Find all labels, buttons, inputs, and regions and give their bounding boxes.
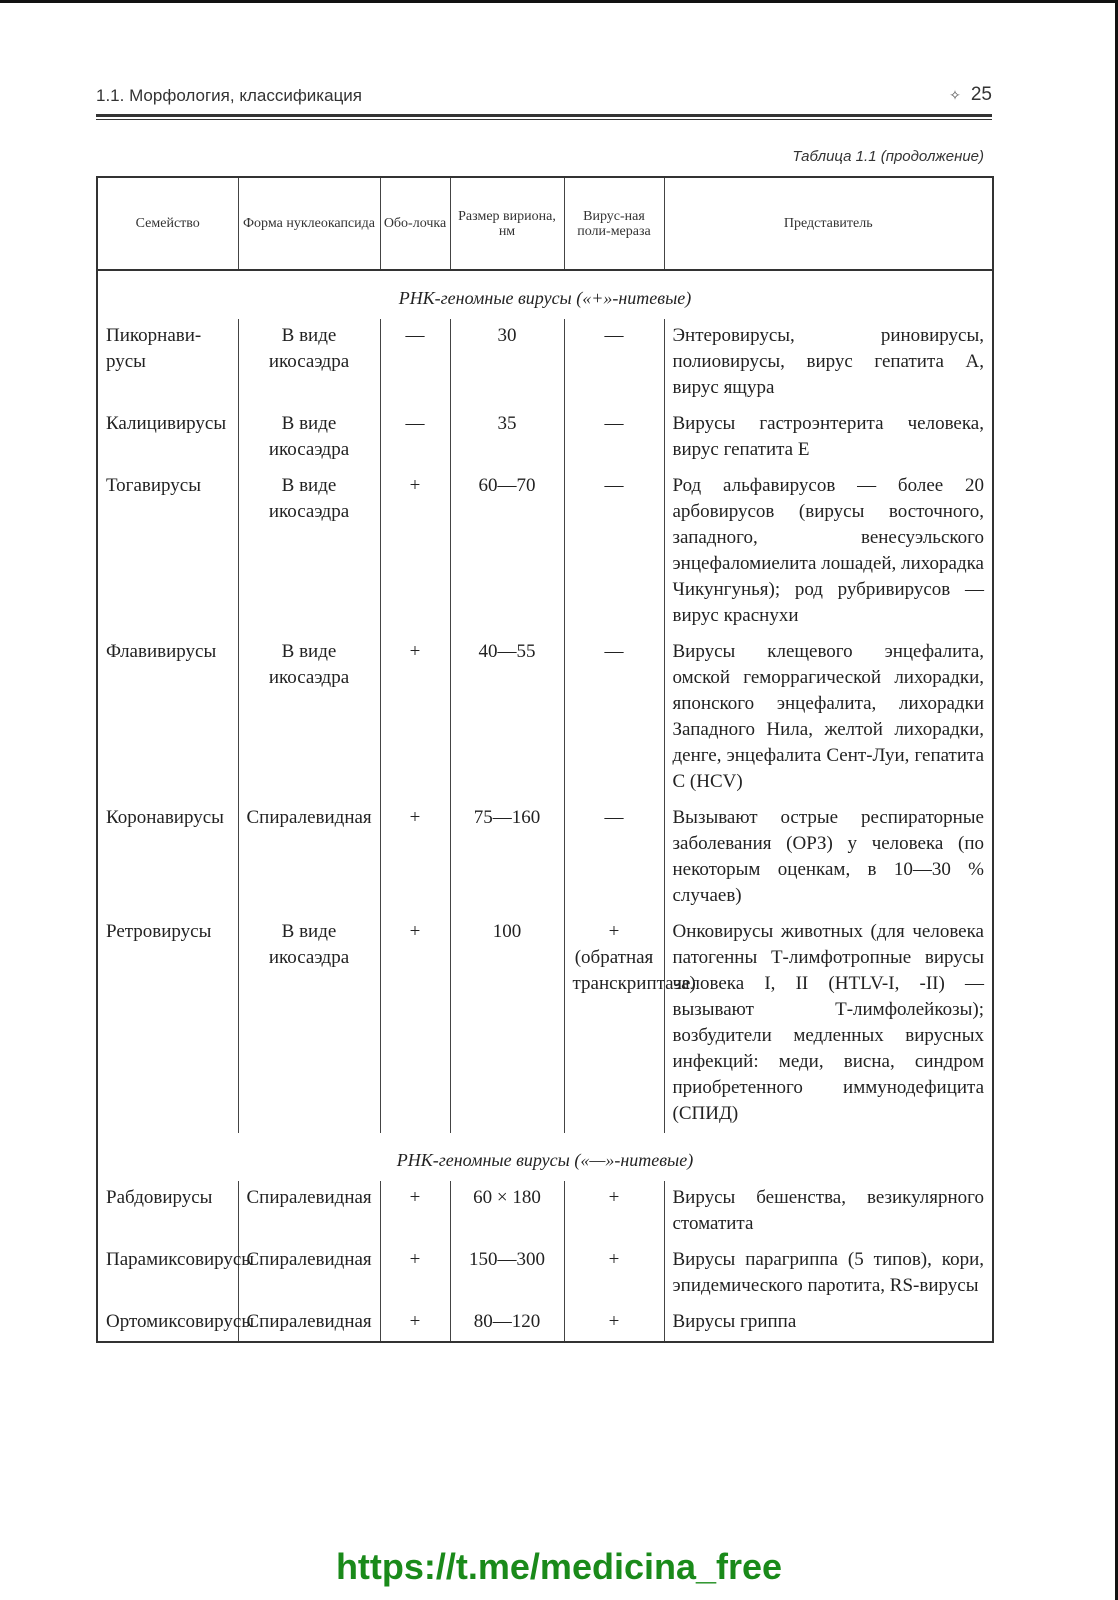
cell-representative: Вирусы клещевого энцефалита, омской геморрагической лихорадки, японского энцефалита, лихорадки Западного Нила, желтой лихорадки, денге, энцефалита Сент-Луи, гепатита С (HCV) bbox=[664, 635, 993, 801]
section-title: 1.1. Морфология, классификация bbox=[96, 86, 363, 105]
col-header-representative: Представитель bbox=[664, 177, 993, 270]
cell-envelope: + bbox=[380, 635, 450, 801]
cell-representative: Вирусы парагриппа (5 типов), кори, эпидемического паротита, RS-вирусы bbox=[664, 1243, 993, 1305]
cell-size: 60—70 bbox=[450, 469, 564, 635]
cell-polymerase: — bbox=[564, 407, 664, 469]
col-header-form: Форма нуклеокапсида bbox=[238, 177, 380, 270]
cell-envelope: — bbox=[380, 319, 450, 407]
cell-representative: Вирусы гриппа bbox=[664, 1305, 993, 1342]
cell-family: Парамиксовирусы bbox=[97, 1243, 238, 1305]
cell-form: Спиралевидная bbox=[238, 1181, 380, 1243]
cell-size: 40—55 bbox=[450, 635, 564, 801]
table-row bbox=[97, 319, 993, 407]
cell-polymerase: — bbox=[564, 469, 664, 635]
cell-polymerase: — bbox=[564, 801, 664, 915]
col-header-polymerase: Вирус-ная поли-мераза bbox=[564, 177, 664, 270]
group-title: РНК-геномные вирусы («—»-нитевые) bbox=[396, 1150, 694, 1170]
table-row bbox=[97, 407, 993, 469]
cell-size: 75—160 bbox=[450, 801, 564, 915]
cell-envelope: — bbox=[380, 407, 450, 469]
group-header bbox=[97, 1133, 993, 1181]
table-header-row bbox=[97, 177, 993, 270]
cell-envelope: + bbox=[380, 469, 450, 635]
diamond-icon: ✧ bbox=[949, 87, 961, 103]
cell-polymerase: + bbox=[564, 1305, 664, 1342]
cell-size: 150—300 bbox=[450, 1243, 564, 1305]
cell-representative: Вирусы гастроэнтерита человека, вирус гепатита Е bbox=[664, 407, 993, 469]
cell-representative: Род альфавирусов — более 20 арбовирусов (вирусы восточного, западного, венесуэльского энцефаломиелита лошадей, лихорадка Чикунгунья); род рубривирусов — вирус краснухи bbox=[664, 469, 993, 635]
cell-family: Коронавирусы bbox=[97, 801, 238, 915]
cell-form: В виде икосаэдра bbox=[238, 469, 380, 635]
cell-polymerase: + (обратная транскриптаза) bbox=[564, 915, 664, 1133]
cell-family: Тогавирусы bbox=[97, 469, 238, 635]
table-row bbox=[97, 1305, 993, 1342]
cell-family: Пикорнави-русы bbox=[97, 319, 238, 407]
running-header bbox=[96, 84, 992, 108]
cell-representative: Энтеровирусы, риновирусы, полиовирусы, вирус гепатита А, вирус ящура bbox=[664, 319, 993, 407]
cell-family: Ретровирусы bbox=[97, 915, 238, 1133]
cell-envelope: + bbox=[380, 1243, 450, 1305]
table-row bbox=[97, 635, 993, 801]
cell-size: 100 bbox=[450, 915, 564, 1133]
cell-size: 60 × 180 bbox=[450, 1181, 564, 1243]
cell-form: Спиралевидная bbox=[238, 1305, 380, 1342]
group-title: РНК-геномные вирусы («+»-нитевые) bbox=[398, 288, 692, 308]
table-row bbox=[97, 469, 993, 635]
table-row bbox=[97, 1181, 993, 1243]
table-row bbox=[97, 915, 993, 1133]
cell-form: В виде икосаэдра bbox=[238, 915, 380, 1133]
cell-family: Рабдовирусы bbox=[97, 1181, 238, 1243]
cell-polymerase: — bbox=[564, 319, 664, 407]
cell-polymerase: + bbox=[564, 1243, 664, 1305]
cell-polymerase: + bbox=[564, 1181, 664, 1243]
col-header-envelope: Обо-лочка bbox=[380, 177, 450, 270]
top-border bbox=[0, 0, 1118, 3]
cell-family: Калицивирусы bbox=[97, 407, 238, 469]
page-number-block bbox=[949, 84, 992, 106]
virus-table bbox=[96, 176, 994, 1343]
cell-form: Спиралевидная bbox=[238, 1243, 380, 1305]
cell-family: Флавивирусы bbox=[97, 635, 238, 801]
cell-envelope: + bbox=[380, 801, 450, 915]
footer-link[interactable]: https://t.me/medicina_free bbox=[335, 1546, 783, 1587]
page-number: 25 bbox=[970, 84, 992, 105]
cell-polymerase: — bbox=[564, 635, 664, 801]
cell-representative: Онковирусы животных (для человека патогенны Т-лимфотропные вирусы человека I, II (HTLV-I, -II) — вызывают Т-лимфолейкозы); возбудители медленных вирусных инфекций: меди, висна, синдром приобретенного иммунодефицита (СПИД) bbox=[664, 915, 993, 1133]
table-caption: Таблица 1.1 (продолжение) bbox=[792, 148, 984, 165]
col-header-size: Размер вириона, нм bbox=[450, 177, 564, 270]
cell-envelope: + bbox=[380, 1181, 450, 1243]
cell-form: В виде икосаэдра bbox=[238, 407, 380, 469]
cell-size: 30 bbox=[450, 319, 564, 407]
cell-form: В виде икосаэдра bbox=[238, 635, 380, 801]
cell-form: Спиралевидная bbox=[238, 801, 380, 915]
table-row bbox=[97, 801, 993, 915]
cell-representative: Вызывают острые респираторные заболевания (ОРЗ) у человека (по некоторым оценкам, в 10—30 % случаев) bbox=[664, 801, 993, 915]
header-rule-thick bbox=[96, 114, 992, 117]
cell-family: Ортомиксовирусы bbox=[97, 1305, 238, 1342]
header-rule-thin bbox=[96, 119, 992, 120]
cell-size: 35 bbox=[450, 407, 564, 469]
cell-representative: Вирусы бешенства, везикулярного стоматита bbox=[664, 1181, 993, 1243]
cell-envelope: + bbox=[380, 1305, 450, 1342]
cell-envelope: + bbox=[380, 915, 450, 1133]
group-header bbox=[97, 270, 993, 319]
cell-size: 80—120 bbox=[450, 1305, 564, 1342]
cell-form: В виде икосаэдра bbox=[238, 319, 380, 407]
table-row bbox=[97, 1243, 993, 1305]
col-header-family: Семейство bbox=[97, 177, 238, 270]
